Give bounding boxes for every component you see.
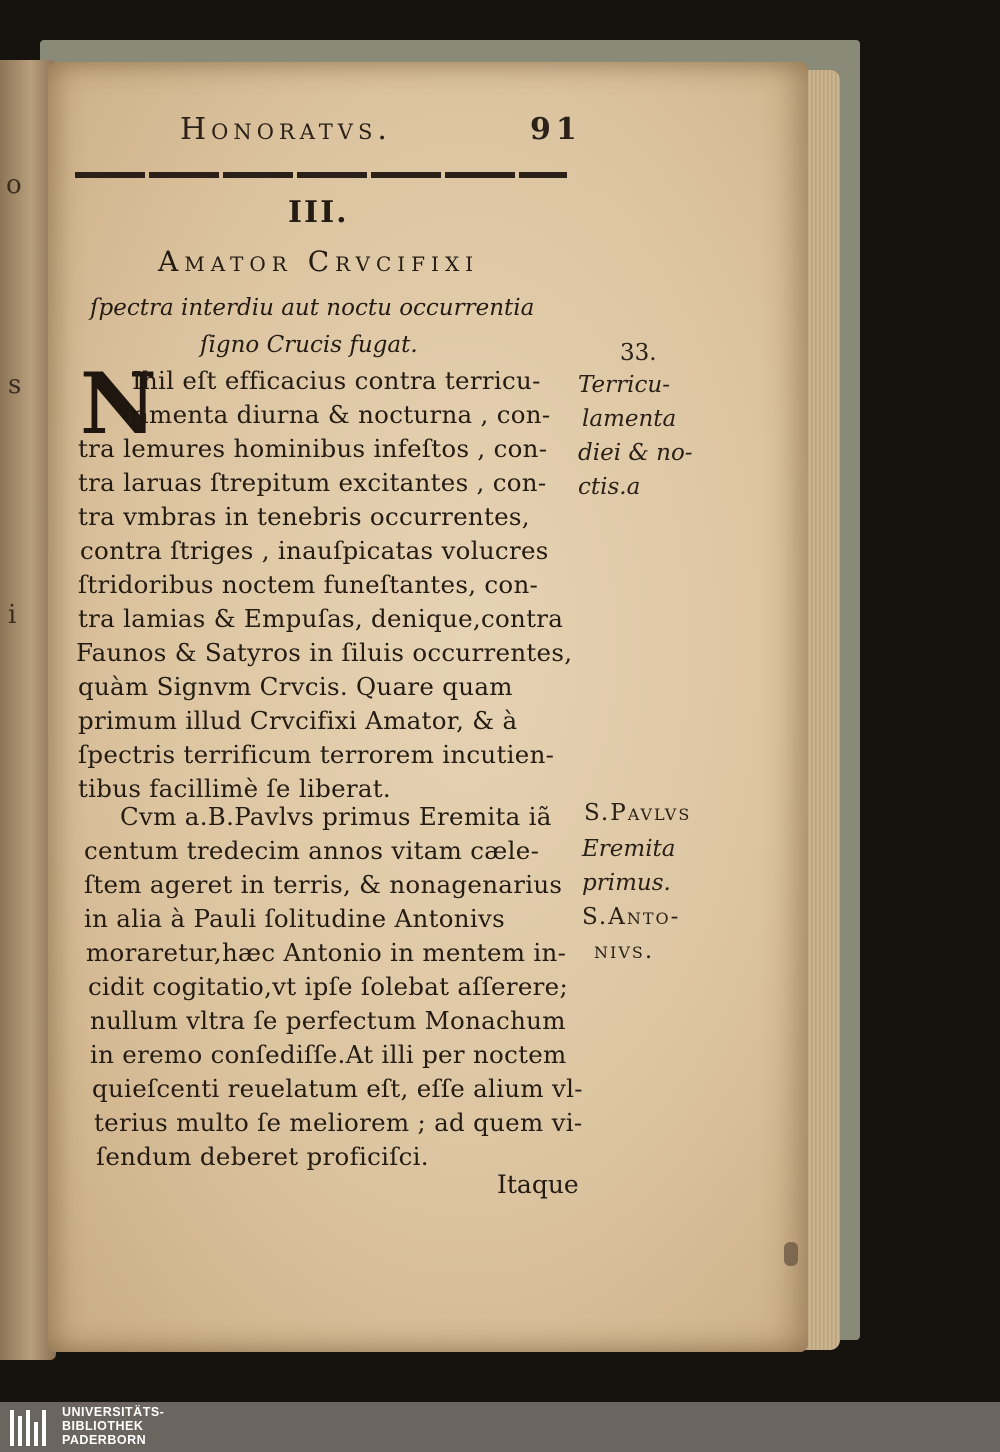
text-line: tra lemures hominibus infeſtos , con- [78, 434, 548, 463]
margin-note-line: nivs. [594, 938, 655, 964]
text-line: ſtem ageret in terris, & nonagenarius [84, 870, 563, 899]
running-header [180, 112, 580, 152]
catchword: Itaque [497, 1170, 579, 1199]
margin-note-line: Eremita [582, 836, 676, 862]
drop-capital: N [80, 354, 157, 453]
text-line: terius multo ſe meliorem ; ad quem vi- [94, 1108, 583, 1137]
margin-note-line: S.Pavlvs [584, 800, 692, 826]
chapter-subtitle-line: ſigno Crucis fugat. [200, 332, 418, 358]
margin-note-line: Terricu- [578, 372, 670, 398]
text-line: contra ſtriges , inauſpicatas volucres [80, 536, 549, 565]
text-line: ſpectris terrificum terrorem incutien- [78, 740, 555, 769]
text-line: Ihil eſt efficacius contra terricu- [132, 366, 541, 395]
text-line: in alia à Pauli ſolitudine Antonivs [84, 904, 505, 933]
chapter-title: Amator Crvcifixi [158, 245, 480, 278]
text-line: Faunos & Satyros in ſiluis occurrentes, [76, 638, 573, 667]
paper-stain [784, 1242, 798, 1266]
text-line: nullum vltra ſe perfectum Monachum [90, 1006, 566, 1035]
text-line: quàm Signvm Crvcis. Quare quam [78, 672, 513, 701]
facing-page-glyph: s [8, 370, 22, 400]
facing-page-glyph: i [8, 600, 17, 630]
text-line: ſtridoribus noctem funeſtantes, con- [78, 570, 539, 599]
library-name-line: BIBLIOTHEK [62, 1419, 144, 1433]
text-line: tra lamias & Empuſas, denique,contra [78, 604, 564, 633]
text-line: tra laruas ſtrepitum excitantes , con- [78, 468, 547, 497]
text-line: centum tredecim annos vitam cæle- [84, 836, 540, 865]
chapter-number: III. [288, 195, 349, 230]
text-line: quieſcenti reuelatum eſt, eſſe alium vl- [92, 1074, 583, 1103]
library-name [62, 1405, 164, 1447]
text-line: lamenta diurna & nocturna , con- [126, 400, 551, 429]
library-footer-bar [0, 1402, 1000, 1452]
margin-note-line: S.Anto- [582, 904, 681, 930]
facing-page-glyph: o [6, 170, 22, 200]
text-line: tibus facillimè ſe liberat. [78, 774, 392, 803]
header-rule [75, 172, 567, 178]
text-line: cidit cogitatio,vt ipſe ſolebat aſſerere; [88, 972, 569, 1001]
library-logo-icon [10, 1410, 46, 1446]
margin-note-line: primus. [582, 870, 671, 896]
margin-note-line: lamenta [582, 406, 677, 432]
text-line: moraretur,hæc Antonio in mentem in- [86, 938, 567, 967]
running-title: Honoratvs. [180, 112, 392, 147]
page-number: 91 [530, 112, 582, 147]
text-line: ſendum deberet proficiſci. [96, 1142, 429, 1171]
text-line: tra vmbras in tenebris occurrentes, [78, 502, 530, 531]
text-line: in eremo conſediſſe.At illi per noctem [90, 1040, 567, 1069]
text-line: primum illud Crvcifixi Amator, & à [78, 706, 518, 735]
margin-note-line: diei & no- [578, 440, 693, 466]
text-line: Cvm a.B.Pavlvs primus Eremita iã [120, 802, 552, 831]
margin-note-number: 33. [620, 340, 657, 366]
library-name-line: PADERBORN [62, 1433, 147, 1447]
library-name-line: UNIVERSITÄTS- [62, 1405, 165, 1419]
margin-note-line: ctis.a [578, 474, 641, 500]
chapter-subtitle-line: ſpectra interdiu aut noctu occurrentia [90, 295, 535, 321]
